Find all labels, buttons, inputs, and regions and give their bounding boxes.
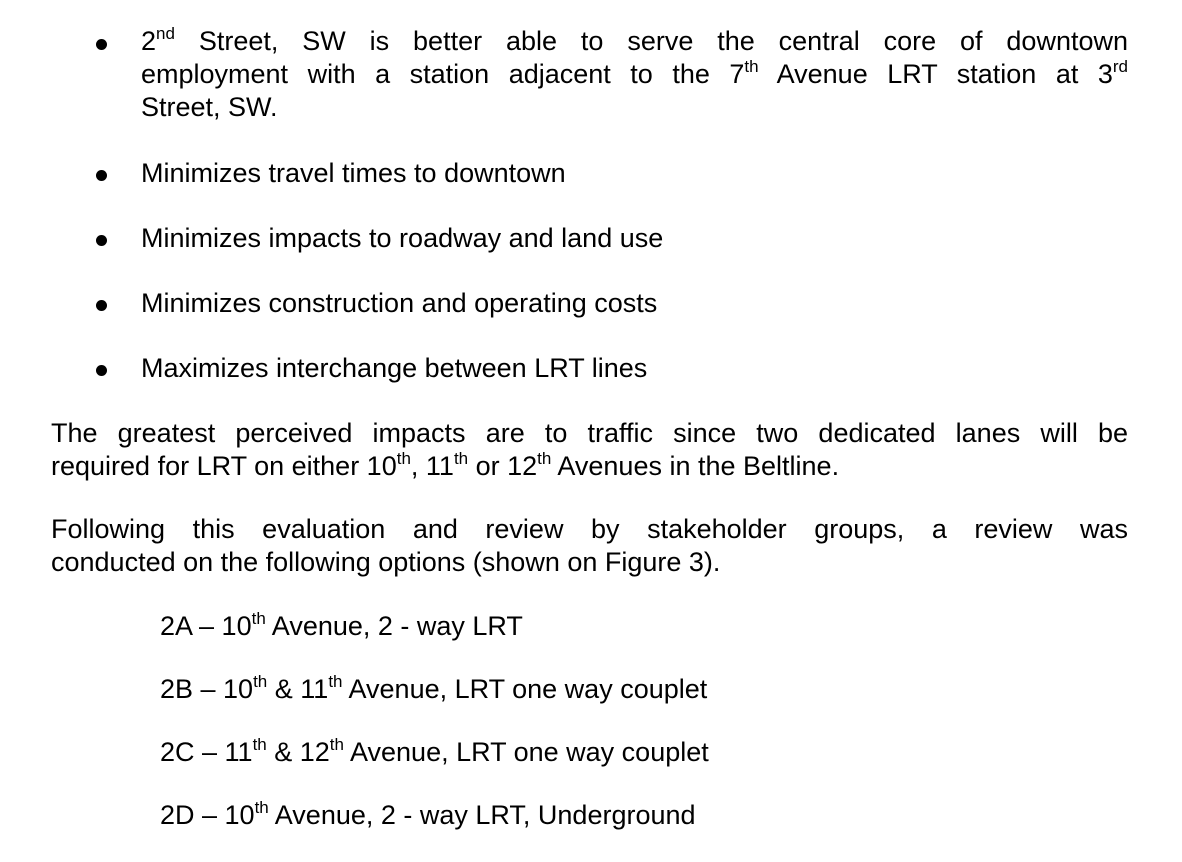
bullet-marker — [96, 235, 110, 249]
bullet-item-roadway-impacts: Minimizes impacts to roadway and land use — [141, 223, 664, 253]
bullet-item-costs: Minimizes construction and operating costs — [141, 288, 658, 318]
option-2b: 2B – 10th & 11th Avenue, LRT one way couplet — [160, 672, 708, 704]
bullet-item-interchange: Maximizes interchange between LRT lines — [141, 353, 648, 383]
paragraph-line: conducted on the following options (shown on Figure 3). — [51, 547, 721, 577]
paragraph-line: Following this evaluation and review by stakeholder groups, a review was — [51, 514, 1128, 544]
paragraph-traffic-impacts — [51, 417, 1128, 483]
option-2d: 2D – 10th Avenue, 2 - way LRT, Underground — [160, 798, 696, 830]
bullet-item-2nd-street — [141, 25, 1128, 124]
option-2a: 2A – 10th Avenue, 2 - way LRT — [160, 609, 523, 641]
bullet-line: 2nd Street, SW is better able to serve the central core of downtown — [141, 24, 1128, 56]
bullet-item-travel-times: Minimizes travel times to downtown — [141, 158, 566, 188]
paragraph-line: required for LRT on either 10th, 11th or 12th Avenues in the Beltline. — [51, 449, 840, 481]
bullet-marker — [96, 300, 110, 314]
bullet-line: employment with a station adjacent to the 7th Avenue LRT station at 3rd — [141, 57, 1129, 89]
bullet-marker — [96, 365, 110, 379]
bullet-marker — [96, 170, 110, 184]
bullet-line: Street, SW. — [141, 92, 278, 122]
bullet-marker — [96, 39, 110, 53]
paragraph-evaluation — [51, 513, 1128, 579]
paragraph-line: The greatest perceived impacts are to traffic since two dedicated lanes will be — [51, 418, 1128, 448]
option-2c: 2C – 11th & 12th Avenue, LRT one way couplet — [160, 735, 709, 767]
